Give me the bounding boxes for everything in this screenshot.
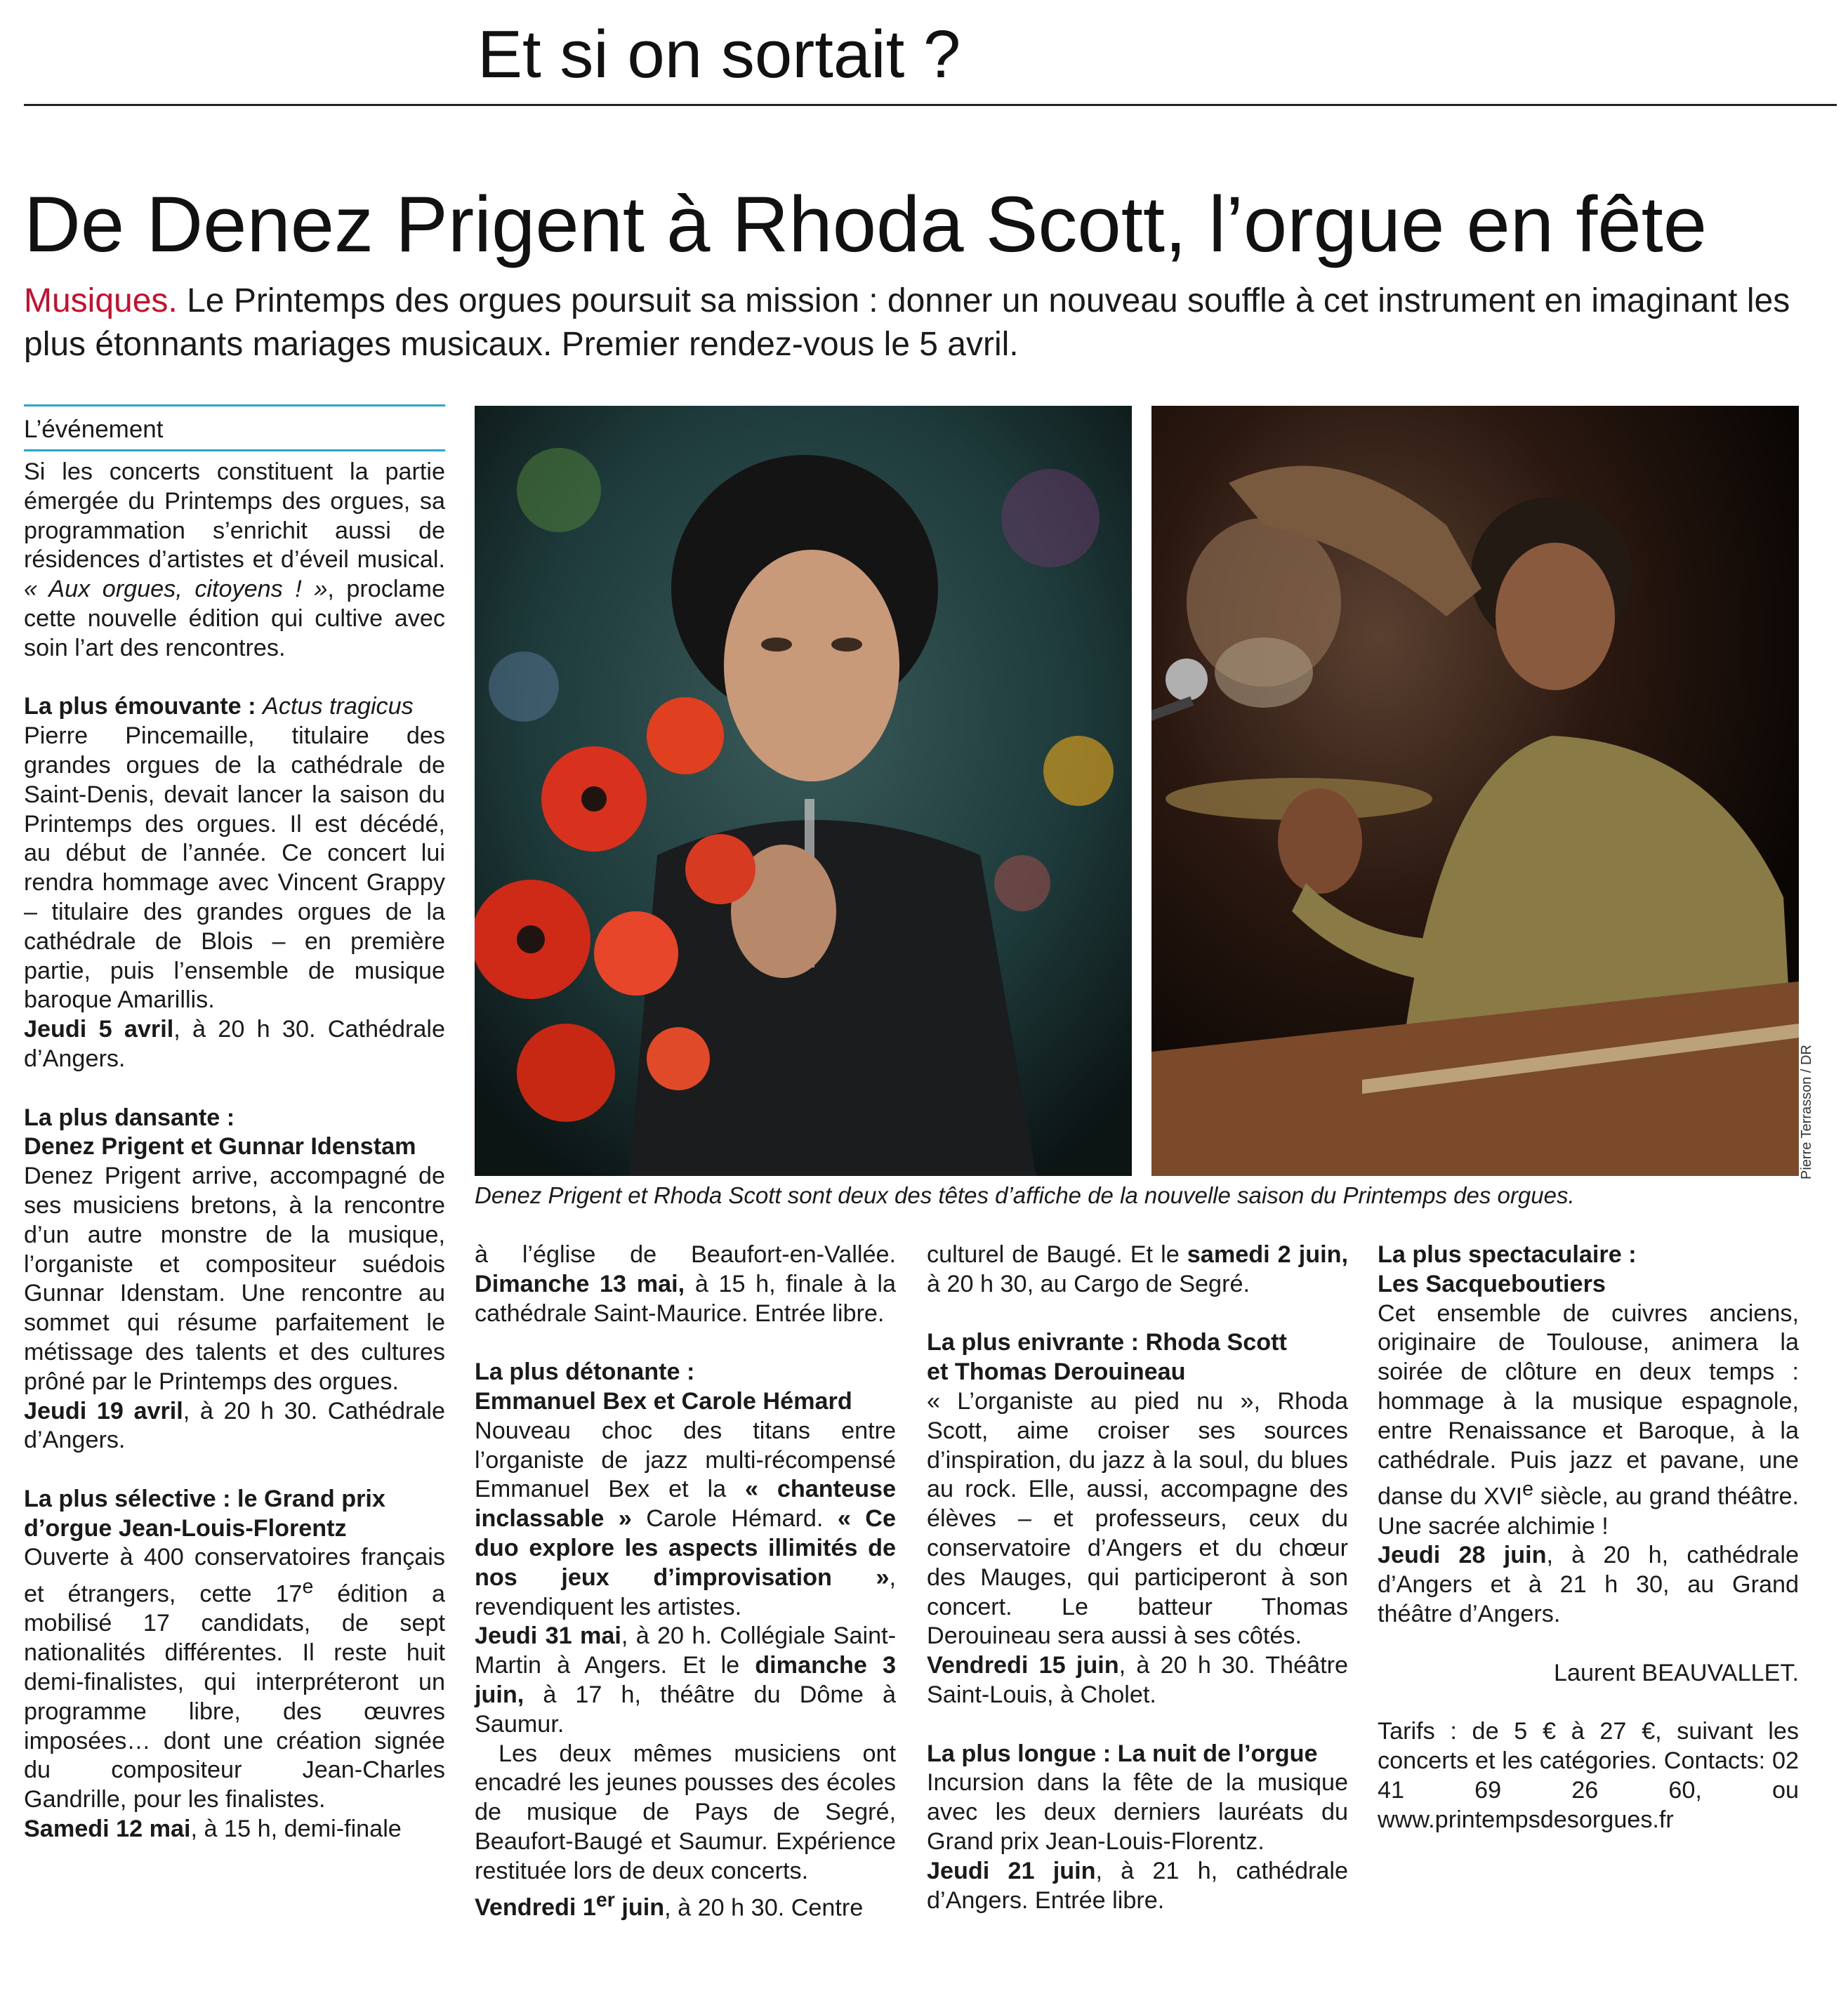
event-title: Les Sacqueboutiers [1378, 1270, 1606, 1297]
event-body: Les deux mêmes musiciens ont encadré les jeunes pousses des écoles de musique de Pays de Segré, Beaufort-Baugé et Saumur. Expérience restituée lors de deux concerts. [475, 1740, 896, 1884]
author-byline: Laurent BEAUVALLET. [1553, 1659, 1799, 1686]
event-date: Vendredi 1er juin, à 20 h 30. Centre [475, 1889, 864, 1921]
event-body: Ouverte à 400 conservatoires français et étrangers, cette 17e édition a mobilisé 17 candidats, de sept nationalités différentes. Il reste huit demi-finalistes, qui interpréteront un programme libre, des œuvres imposées… dont une création signée du compositeur Jean-Charles Gandrille, pour les finalistes. [24, 1544, 445, 1813]
event-title: et Thomas Derouineau [927, 1358, 1186, 1386]
event-date: Vendredi 15 juin, à 20 h 30. Théâtre Saint-Louis, à Cholet. [927, 1652, 1348, 1708]
event-title: d’orgue Jean-Louis-Florentz [24, 1514, 347, 1542]
event-body: à l’église de Beaufort-en-Vallée. Dimanche 13 mai, à 15 h, finale à la cathédrale Saint-Maurice. Entrée libre. [475, 1241, 896, 1327]
event-title: La plus dansante : [24, 1104, 235, 1131]
photo-rhoda-scott [1151, 406, 1799, 1176]
event-body: culturel de Baugé. Et le samedi 2 juin, à 20 h 30, au Cargo de Segré. [927, 1241, 1349, 1297]
column-4 [1378, 1241, 1799, 1834]
event-title: La plus émouvante : Actus tragicus [24, 693, 414, 720]
event-title: La plus sélective : le Grand prix [24, 1485, 385, 1512]
event-date: Samedi 12 mai, à 15 h, demi-finale [24, 1816, 402, 1843]
event-date: Jeudi 19 avril, à 20 h 30. Cathédrale d’Angers. [24, 1397, 445, 1454]
article-standfirst [24, 279, 1821, 366]
page-header: Et si on sortait ? [477, 17, 961, 92]
article-headline: De Denez Prigent à Rhoda Scott, l’orgue en fête [24, 180, 1708, 268]
event-date: Jeudi 21 juin, à 21 h, cathédrale d’Angers. Entrée libre. [927, 1857, 1348, 1914]
kicker-label: Musiques. [24, 282, 178, 319]
column-3 [927, 1241, 1348, 1915]
event-body: Denez Prigent arrive, accompagné de ses musiciens bretons, à la rencontre d’un autre monstre de la musique, l’organiste et compositeur suédois Gunnar Idenstam. Une rencontre au sommet qui résume parfaitement le métissage des talents et des cultures prôné par le Printemps des orgues. [24, 1163, 445, 1395]
intro-paragraph: Si les concerts constituent la partie émergée du Printemps des orgues, sa programmation s’enrichit aussi de résidences d’artistes et d’éveil musical. « Aux orgues, citoyens ! », proclame cette nouvelle édition qui cultive avec soin l’art des rencontres. [24, 458, 445, 661]
event-body: Incursion dans la fête de la musique avec les deux derniers lauréats du Grand prix Jean-Louis-Florentz. [927, 1769, 1348, 1855]
event-body: Nouveau choc des titans entre l’organiste de jazz multi-récompensé Emmanuel Bex et la « chanteuse inclassable » Carole Hémard. « Ce duo explore les aspects illimités de nos jeux d’improvisation », revendiquent les artistes. [475, 1417, 896, 1620]
section-label: L’événement [24, 416, 164, 443]
photo-denez-prigent [475, 406, 1132, 1176]
event-title: La plus longue : La nuit de l’orgue [927, 1740, 1318, 1767]
section-rule-bottom [24, 449, 445, 451]
event-date: Jeudi 28 juin, à 20 h, cathédrale d’Angers et à 21 h 30, au Grand théâtre d’Angers. [1378, 1542, 1799, 1627]
event-title: Emmanuel Bex et Carole Hémard [475, 1387, 852, 1415]
event-title: La plus enivrante : Rhoda Scott [927, 1329, 1287, 1356]
event-title: La plus spectaculaire : [1378, 1241, 1637, 1268]
column-1 [24, 458, 445, 1844]
event-date: Jeudi 5 avril, à 20 h 30. Cathédrale d’Angers. [24, 1016, 445, 1072]
event-title: Denez Prigent et Gunnar Idenstam [24, 1133, 416, 1161]
photo-caption: Denez Prigent et Rhoda Scott sont deux des têtes d’affiche de la nouvelle saison du Printemps des orgues. [475, 1182, 1575, 1208]
header-rule [24, 104, 1837, 106]
event-body: « L’organiste au pied nu », Rhoda Scott, aime croiser ses sources d’inspiration, du jazz à la soul, du blues au rock. Elle, aussi, accompagne des élèves – et professeurs, ceux du conservatoire d’Angers et du chœur des Mauges, qui participeront à son concert. Le batteur Thomas Derouineau sera aussi à ses côtés. [927, 1387, 1348, 1650]
event-body: Cet ensemble de cuivres anciens, originaire de Toulouse, animera la soirée de clôture en deux temps : hommage à la musique espagnole, entre Renaissance et Baroque, à la cathédrale. Puis jazz et pavane, une danse du XVIe siècle, au grand théâtre. Une sacrée alchimie ! [1378, 1300, 1800, 1540]
event-date: Jeudi 31 mai, à 20 h. Collégiale Saint-Martin à Angers. Et le dimanche 3 juin, à 17 h, théâtre du Dôme à Saumur. [475, 1622, 896, 1738]
tarifs-info: Tarifs : de 5 € à 27 €, suivant les concerts et les catégories. Contacts: 02 41 69 26 60, ou www.printempsdesorgues.fr [1378, 1718, 1799, 1833]
event-body: Pierre Pincemaille, titulaire des grandes orgues de la cathédrale de Saint-Denis, devait lancer la saison du Printemps des orgues. Il est décédé, au début de l’année. Ce concert lui rendra hommage avec Vincent Grappy – titulaire des grandes orgues de la cathédrale de Blois – en première partie, puis l’ensemble de musique baroque Amarillis. [24, 722, 445, 1014]
photo-credit: Pierre Terrasson / DR [1799, 1045, 1814, 1179]
standfirst-text: Le Printemps des orgues poursuit sa mission : donner un nouveau souffle à cet instrument en imaginant les plus étonnants mariages musicaux. Premier rendez-vous le 5 avril. [24, 282, 1790, 363]
column-2 [475, 1241, 896, 1923]
section-rule-top [24, 404, 445, 406]
event-title: La plus détonante : [475, 1358, 695, 1386]
